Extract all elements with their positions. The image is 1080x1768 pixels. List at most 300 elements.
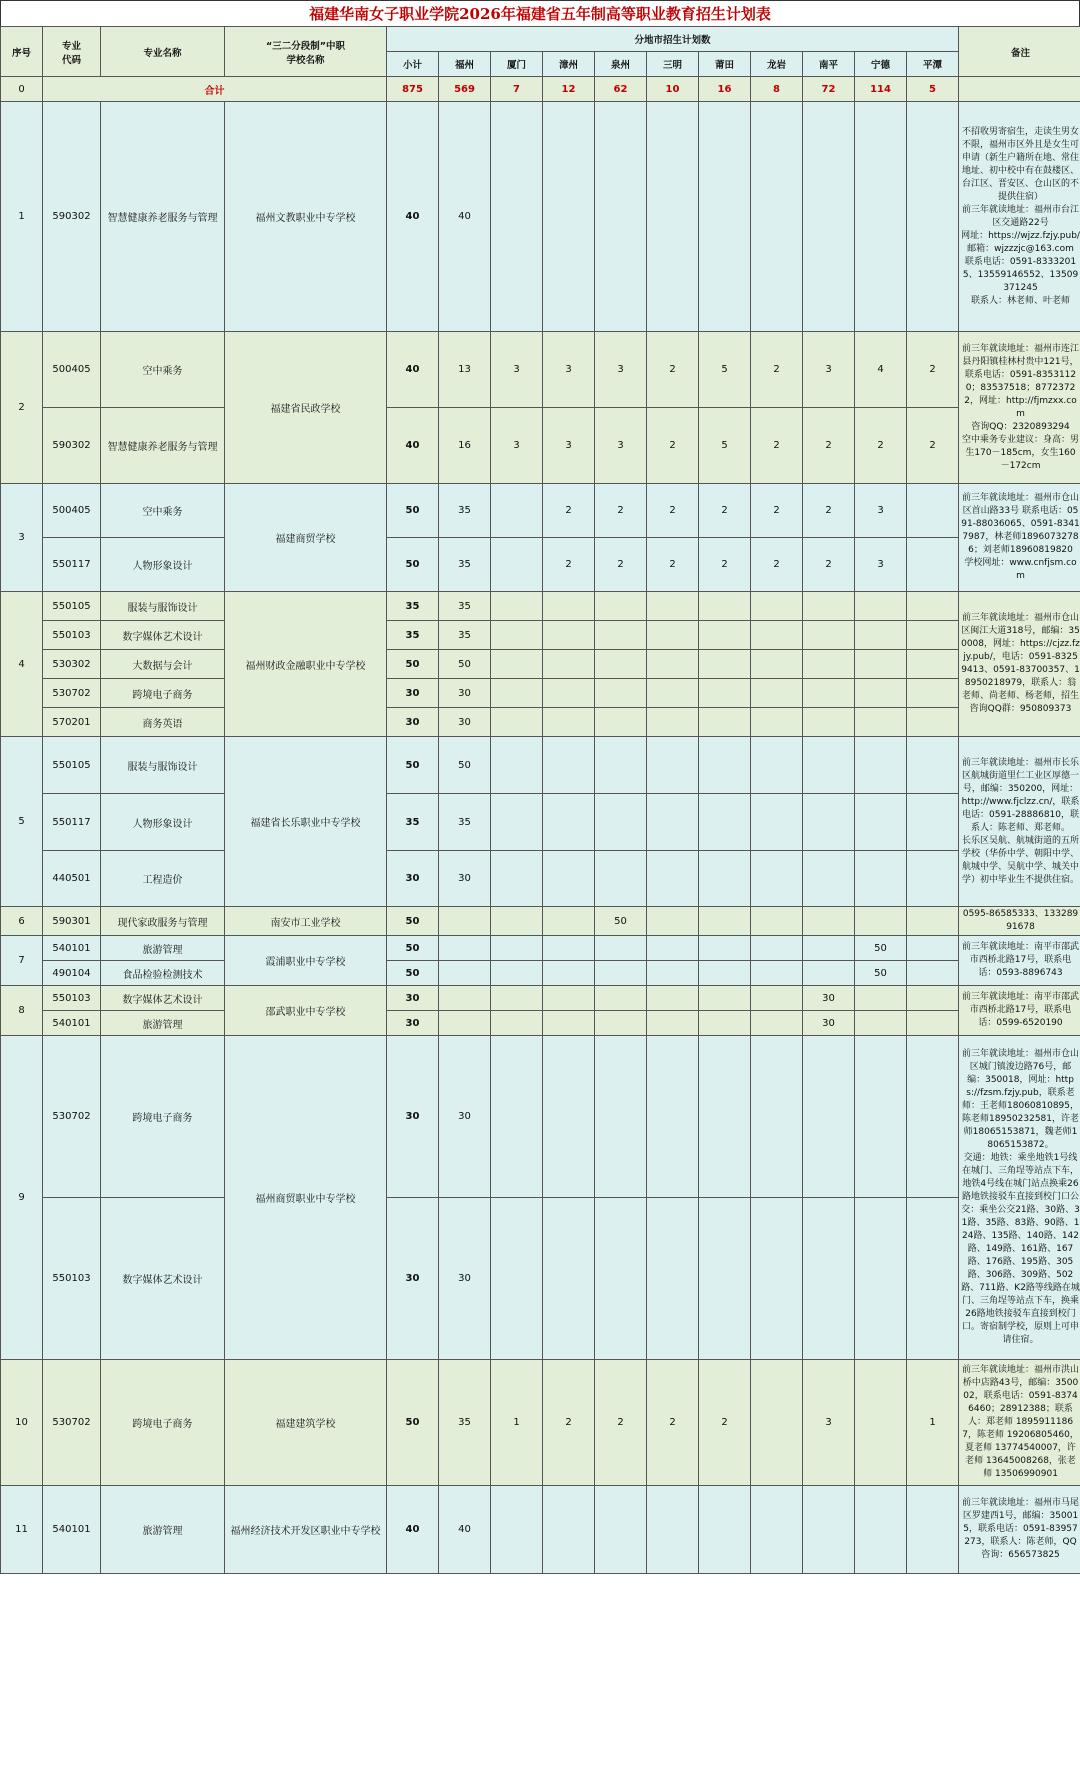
row-city-3: [595, 1198, 647, 1360]
row-subtotal: 35: [387, 794, 439, 851]
row-city-8: [855, 907, 907, 936]
row-city-4: 2: [647, 1360, 699, 1486]
header-city-9: 平潭: [907, 52, 959, 77]
row-city-7: [803, 1036, 855, 1198]
row-city-4: 2: [647, 332, 699, 408]
row-city-6: [751, 708, 803, 737]
row-city-2: [543, 936, 595, 961]
row-city-3: [595, 708, 647, 737]
row-code: 550105: [43, 737, 101, 794]
row-city-2: [543, 851, 595, 907]
row-city-1: [491, 1198, 543, 1360]
row-city-7: [803, 650, 855, 679]
total-label: 合计: [43, 77, 387, 102]
row-city-6: [751, 679, 803, 708]
row-school: 邵武职业中专学校: [225, 986, 387, 1036]
row-city-5: [699, 621, 751, 650]
row-code: 440501: [43, 851, 101, 907]
row-code: 490104: [43, 961, 101, 986]
row-city-4: [647, 650, 699, 679]
row-school: 福州文教职业中专学校: [225, 102, 387, 332]
row-city-5: 5: [699, 408, 751, 484]
total-city-8: 114: [855, 77, 907, 102]
row-code: 500405: [43, 332, 101, 408]
header-city-5: 莆田: [699, 52, 751, 77]
row-city-8: [855, 1011, 907, 1036]
row-major: 跨境电子商务: [101, 679, 225, 708]
row-city-9: [907, 538, 959, 592]
row-seq: 6: [1, 907, 43, 936]
row-subtotal: 50: [387, 484, 439, 538]
row-city-8: 3: [855, 538, 907, 592]
row-city-1: [491, 986, 543, 1011]
row-city-0: 30: [439, 1036, 491, 1198]
row-code: 550117: [43, 538, 101, 592]
row-city-2: [543, 592, 595, 621]
row-city-6: 2: [751, 484, 803, 538]
row-city-4: [647, 936, 699, 961]
row-city-6: [751, 1486, 803, 1574]
total-city-3: 62: [595, 77, 647, 102]
row-code: 530702: [43, 1036, 101, 1198]
table-row: [1, 851, 1080, 907]
table-row: [1, 538, 1080, 592]
header-city-6: 龙岩: [751, 52, 803, 77]
row-city-6: [751, 986, 803, 1011]
row-city-3: [595, 102, 647, 332]
row-city-5: [699, 936, 751, 961]
row-city-7: 3: [803, 332, 855, 408]
row-city-6: [751, 961, 803, 986]
row-city-8: 3: [855, 484, 907, 538]
total-city-7: 72: [803, 77, 855, 102]
row-city-8: 2: [855, 408, 907, 484]
table-row: [1, 737, 1080, 794]
row-city-7: 3: [803, 1360, 855, 1486]
row-seq: 3: [1, 484, 43, 592]
total-seq: 0: [1, 77, 43, 102]
row-city-0: 16: [439, 408, 491, 484]
table-row: [1, 708, 1080, 737]
row-city-5: [699, 102, 751, 332]
row-city-9: [907, 961, 959, 986]
row-major: 食品检验检测技术: [101, 961, 225, 986]
row-city-7: [803, 851, 855, 907]
row-city-8: [855, 621, 907, 650]
row-school: 福州财政金融职业中专学校: [225, 592, 387, 737]
row-city-9: [907, 621, 959, 650]
row-city-7: [803, 794, 855, 851]
row-city-5: [699, 737, 751, 794]
row-major: 旅游管理: [101, 1011, 225, 1036]
row-city-8: 50: [855, 936, 907, 961]
row-city-0: 50: [439, 737, 491, 794]
row-code: 530702: [43, 1360, 101, 1486]
row-school: 福州经济技术开发区职业中专学校: [225, 1486, 387, 1574]
row-seq: 2: [1, 332, 43, 484]
row-city-5: [699, 708, 751, 737]
row-code: 500405: [43, 484, 101, 538]
row-city-6: [751, 794, 803, 851]
row-remark: 0595-86585333、13328991678: [959, 907, 1080, 936]
table-row: [1, 592, 1080, 621]
header-city-group: 分地市招生计划数: [387, 27, 959, 52]
row-city-7: 2: [803, 538, 855, 592]
row-code: 530702: [43, 679, 101, 708]
row-city-8: [855, 708, 907, 737]
row-city-8: [855, 650, 907, 679]
row-city-4: [647, 1486, 699, 1574]
row-city-8: [855, 592, 907, 621]
header-subtotal: 小计: [387, 52, 439, 77]
row-city-0: 35: [439, 621, 491, 650]
total-city-5: 16: [699, 77, 751, 102]
row-city-3: [595, 650, 647, 679]
row-city-9: [907, 708, 959, 737]
row-city-7: [803, 592, 855, 621]
row-city-9: [907, 907, 959, 936]
row-code: 590301: [43, 907, 101, 936]
row-major: 跨境电子商务: [101, 1036, 225, 1198]
row-city-7: [803, 1198, 855, 1360]
table-row: [1, 1486, 1080, 1574]
row-subtotal: 35: [387, 621, 439, 650]
row-city-1: 3: [491, 408, 543, 484]
row-subtotal: 50: [387, 936, 439, 961]
row-city-4: [647, 708, 699, 737]
row-subtotal: 50: [387, 650, 439, 679]
row-city-1: [491, 851, 543, 907]
row-city-1: [491, 650, 543, 679]
row-city-2: [543, 1198, 595, 1360]
row-city-2: [543, 708, 595, 737]
table-row: [1, 794, 1080, 851]
row-city-4: [647, 102, 699, 332]
row-city-7: [803, 737, 855, 794]
header-school: “三二分段制”中职 学校名称: [225, 27, 387, 77]
row-subtotal: 30: [387, 1011, 439, 1036]
row-city-9: [907, 986, 959, 1011]
row-city-0: [439, 1011, 491, 1036]
row-city-4: [647, 961, 699, 986]
row-city-5: [699, 907, 751, 936]
row-seq: 11: [1, 1486, 43, 1574]
row-city-6: [751, 1198, 803, 1360]
row-city-3: [595, 794, 647, 851]
row-remark: 不招收男寄宿生，走读生男女不限，福州市区外且是女生可申请（新生户籍所在地、常住地址、初中校中有在鼓楼区、台江区、晋安区、仓山区的不提供住宿） 前三年就读地址：福州市台江区交通路22号 网址：https://wjzz.fzjy.pub/ 邮箱：wjzzzjc@163.com 联系电话：0591-83332015、13559146552、13509371245 联系人：林老师、叶老师: [959, 102, 1080, 332]
row-school: 福建省民政学校: [225, 332, 387, 484]
row-city-5: [699, 650, 751, 679]
row-city-7: [803, 102, 855, 332]
row-code: 570201: [43, 708, 101, 737]
row-city-1: 1: [491, 1360, 543, 1486]
row-city-2: [543, 961, 595, 986]
row-city-1: [491, 1036, 543, 1198]
table-row: [1, 650, 1080, 679]
row-subtotal: 40: [387, 332, 439, 408]
row-city-6: [751, 592, 803, 621]
total-city-9: 5: [907, 77, 959, 102]
row-school: 福建建筑学校: [225, 1360, 387, 1486]
row-city-2: [543, 621, 595, 650]
row-city-1: [491, 708, 543, 737]
row-city-2: 2: [543, 1360, 595, 1486]
row-subtotal: 30: [387, 851, 439, 907]
row-city-2: 2: [543, 484, 595, 538]
row-city-9: [907, 936, 959, 961]
row-city-6: [751, 102, 803, 332]
header-city-2: 漳州: [543, 52, 595, 77]
row-city-3: 2: [595, 1360, 647, 1486]
row-city-5: 2: [699, 1360, 751, 1486]
row-city-6: [751, 1036, 803, 1198]
row-city-9: [907, 1011, 959, 1036]
row-city-9: [907, 592, 959, 621]
row-code: 550105: [43, 592, 101, 621]
row-city-2: [543, 650, 595, 679]
row-city-2: [543, 737, 595, 794]
row-seq: 10: [1, 1360, 43, 1486]
row-code: 550117: [43, 794, 101, 851]
row-subtotal: 50: [387, 961, 439, 986]
table-row: [1, 986, 1080, 1011]
row-major: 人物形象设计: [101, 538, 225, 592]
row-subtotal: 30: [387, 679, 439, 708]
table-row: [1, 1011, 1080, 1036]
row-city-6: 2: [751, 408, 803, 484]
row-city-0: [439, 961, 491, 986]
row-city-0: 13: [439, 332, 491, 408]
row-city-3: [595, 1036, 647, 1198]
row-major: 大数据与会计: [101, 650, 225, 679]
header-major: 专业名称: [101, 27, 225, 77]
row-city-1: [491, 1011, 543, 1036]
row-city-1: 3: [491, 332, 543, 408]
row-major: 商务英语: [101, 708, 225, 737]
row-city-8: [855, 1198, 907, 1360]
row-city-9: [907, 1486, 959, 1574]
row-city-4: [647, 621, 699, 650]
table-row: [1, 332, 1080, 408]
row-city-0: [439, 936, 491, 961]
row-city-6: 2: [751, 538, 803, 592]
row-city-3: 3: [595, 332, 647, 408]
row-seq: 4: [1, 592, 43, 737]
row-city-5: [699, 1011, 751, 1036]
row-city-4: [647, 907, 699, 936]
row-city-5: 2: [699, 538, 751, 592]
row-city-0: 35: [439, 538, 491, 592]
row-city-2: [543, 986, 595, 1011]
row-city-9: [907, 679, 959, 708]
row-subtotal: 50: [387, 538, 439, 592]
row-city-0: 50: [439, 650, 491, 679]
row-major: 跨境电子商务: [101, 1360, 225, 1486]
row-city-8: [855, 794, 907, 851]
row-subtotal: 30: [387, 708, 439, 737]
row-subtotal: 30: [387, 986, 439, 1011]
table-row: [1, 1198, 1080, 1360]
row-remark: 前三年就读地址：福州市连江县丹阳镇桂林村贵中121号，联系电话：0591-83531120；83537518；87723722，网址：http://fjmzxx.com 咨询QQ：2320893294 空中乘务专业建议：身高：男生170－185cm，女生160－172cm: [959, 332, 1080, 484]
row-city-7: [803, 907, 855, 936]
row-city-2: 3: [543, 332, 595, 408]
total-city-1: 7: [491, 77, 543, 102]
row-city-4: [647, 851, 699, 907]
row-city-9: 2: [907, 332, 959, 408]
row-city-0: 35: [439, 1360, 491, 1486]
row-remark: 前三年就读地址：福州市仓山区首山路33号 联系电话：0591-88036065、0591-83417987，林老师18960732786；刘老师18960819820 学校网址：www.cnfjsm.com: [959, 484, 1080, 592]
row-subtotal: 40: [387, 1486, 439, 1574]
row-city-5: [699, 851, 751, 907]
row-major: 现代家政服务与管理: [101, 907, 225, 936]
row-city-1: [491, 484, 543, 538]
row-code: 590302: [43, 102, 101, 332]
row-major: 工程造价: [101, 851, 225, 907]
row-school: 南安市工业学校: [225, 907, 387, 936]
header-city-7: 南平: [803, 52, 855, 77]
row-city-6: [751, 621, 803, 650]
header-city-1: 厦门: [491, 52, 543, 77]
table-row: [1, 1036, 1080, 1198]
row-major: 智慧健康养老服务与管理: [101, 102, 225, 332]
row-city-7: [803, 1486, 855, 1574]
header-city-8: 宁德: [855, 52, 907, 77]
row-city-2: [543, 794, 595, 851]
table-row: [1, 102, 1080, 332]
row-city-7: 30: [803, 1011, 855, 1036]
row-city-8: 50: [855, 961, 907, 986]
row-seq: 7: [1, 936, 43, 986]
row-school: 福建商贸学校: [225, 484, 387, 592]
table-row: [1, 961, 1080, 986]
row-city-2: [543, 907, 595, 936]
row-remark: 前三年就读地址：福州市仓山区闽江大道318号，邮编：350008，网址：https://cjzz.fzjy.pub/，电话：0591-83259413、0591-83700357、18950218979，联系人：翁老师、尚老师、杨老师，招生咨询QQ群：950809373: [959, 592, 1080, 737]
row-city-7: [803, 679, 855, 708]
row-seq: 8: [1, 986, 43, 1036]
row-subtotal: 50: [387, 737, 439, 794]
row-city-4: [647, 1036, 699, 1198]
row-school: 福州商贸职业中专学校: [225, 1036, 387, 1360]
row-city-4: 2: [647, 408, 699, 484]
row-city-8: [855, 1486, 907, 1574]
row-city-7: [803, 936, 855, 961]
row-code: 550103: [43, 986, 101, 1011]
row-city-8: [855, 851, 907, 907]
row-city-9: [907, 1198, 959, 1360]
header-city-3: 泉州: [595, 52, 647, 77]
row-city-0: [439, 986, 491, 1011]
row-city-2: [543, 1486, 595, 1574]
row-subtotal: 30: [387, 1036, 439, 1198]
row-city-1: [491, 737, 543, 794]
row-remark: 前三年就读地址：南平市邵武市西桥北路17号，联系电话：0593-8896743: [959, 936, 1080, 986]
row-city-5: [699, 1486, 751, 1574]
row-city-8: 4: [855, 332, 907, 408]
row-remark: 前三年就读地址：南平市邵武市西桥北路17号，联系电话：0599-6520190: [959, 986, 1080, 1036]
row-city-1: [491, 538, 543, 592]
page-title: 福建华南女子职业学院2026年福建省五年制高等职业教育招生计划表: [0, 0, 1080, 26]
row-city-3: [595, 679, 647, 708]
row-major: 人物形象设计: [101, 794, 225, 851]
row-city-4: [647, 592, 699, 621]
table-row: [1, 1360, 1080, 1486]
row-code: 530302: [43, 650, 101, 679]
header-seq: 序号: [1, 27, 43, 77]
row-city-0: [439, 907, 491, 936]
row-city-6: [751, 737, 803, 794]
row-city-3: [595, 986, 647, 1011]
row-subtotal: 50: [387, 907, 439, 936]
row-city-6: 2: [751, 332, 803, 408]
row-major: 数字媒体艺术设计: [101, 1198, 225, 1360]
row-major: 旅游管理: [101, 936, 225, 961]
row-city-2: [543, 1011, 595, 1036]
row-city-3: 2: [595, 484, 647, 538]
row-city-5: 5: [699, 332, 751, 408]
total-city-4: 10: [647, 77, 699, 102]
row-city-9: [907, 794, 959, 851]
table-row: [1, 621, 1080, 650]
row-city-0: 35: [439, 592, 491, 621]
table-row: [1, 907, 1080, 936]
row-city-5: [699, 961, 751, 986]
row-city-2: 2: [543, 538, 595, 592]
row-major: 旅游管理: [101, 1486, 225, 1574]
row-city-0: 30: [439, 708, 491, 737]
row-city-8: [855, 1036, 907, 1198]
row-city-2: [543, 102, 595, 332]
row-city-3: [595, 961, 647, 986]
row-subtotal: 35: [387, 592, 439, 621]
row-city-5: [699, 794, 751, 851]
table-row: [1, 408, 1080, 484]
row-city-1: [491, 907, 543, 936]
row-city-6: [751, 936, 803, 961]
row-code: 540101: [43, 1486, 101, 1574]
row-city-8: [855, 1360, 907, 1486]
row-city-1: [491, 1486, 543, 1574]
row-city-3: [595, 1011, 647, 1036]
row-city-3: 50: [595, 907, 647, 936]
row-city-7: [803, 708, 855, 737]
row-remark: 前三年就读地址：福州市洪山桥中店路43号，邮编：350002，联系电话：0591-83746460；28912388；联系人：郑老师 18959111867，陈老师 19206805460，夏老师 13774540007，许老师 13645008268，张老师 13506990901: [959, 1360, 1080, 1486]
row-city-3: 3: [595, 408, 647, 484]
row-remark: 前三年就读地址：福州市仓山区城门镇浚边路76号，邮编：350018，网址：https://fzsm.fzjy.pub，联系老师：王老师18060810895，陈老师18950232581，许老师18065153871，魏老师18065153872。 交通：地铁：乘坐地铁1号线在城门、三角埕等站点下车，地铁4号线在城门站点换乘26路地铁接驳车直接到校门口公交：乘坐公交21路、30路、31路、35路、83路、90路、124路、135路、140路、142路、149路、161路、167路、176路、195路、305路、306路、309路、502路、711路、K2路等线路在城门、三角埕等站点下车，换乘26路地铁接驳车直接到校门口。寄宿制学校，原则上可申请住宿。: [959, 1036, 1080, 1360]
row-city-7: 30: [803, 986, 855, 1011]
row-city-1: [491, 679, 543, 708]
total-city-2: 12: [543, 77, 595, 102]
row-city-2: 3: [543, 408, 595, 484]
total-subtotal: 875: [387, 77, 439, 102]
row-city-6: [751, 907, 803, 936]
row-city-1: [491, 936, 543, 961]
row-city-2: [543, 1036, 595, 1198]
table-row: [1, 936, 1080, 961]
row-city-5: [699, 1198, 751, 1360]
row-city-3: [595, 592, 647, 621]
table-row: [1, 484, 1080, 538]
row-city-9: [907, 1036, 959, 1198]
row-city-4: [647, 679, 699, 708]
row-remark: 前三年就读地址：福州市马尾区罗建西1号，邮编：350015，联系电话：0591-83957273，联系人：陈老师，QQ咨询：656573825: [959, 1486, 1080, 1574]
row-city-8: [855, 737, 907, 794]
row-city-6: [751, 1011, 803, 1036]
row-major: 数字媒体艺术设计: [101, 986, 225, 1011]
row-city-5: [699, 1036, 751, 1198]
row-city-4: 2: [647, 484, 699, 538]
row-city-0: 40: [439, 102, 491, 332]
row-code: 590302: [43, 408, 101, 484]
